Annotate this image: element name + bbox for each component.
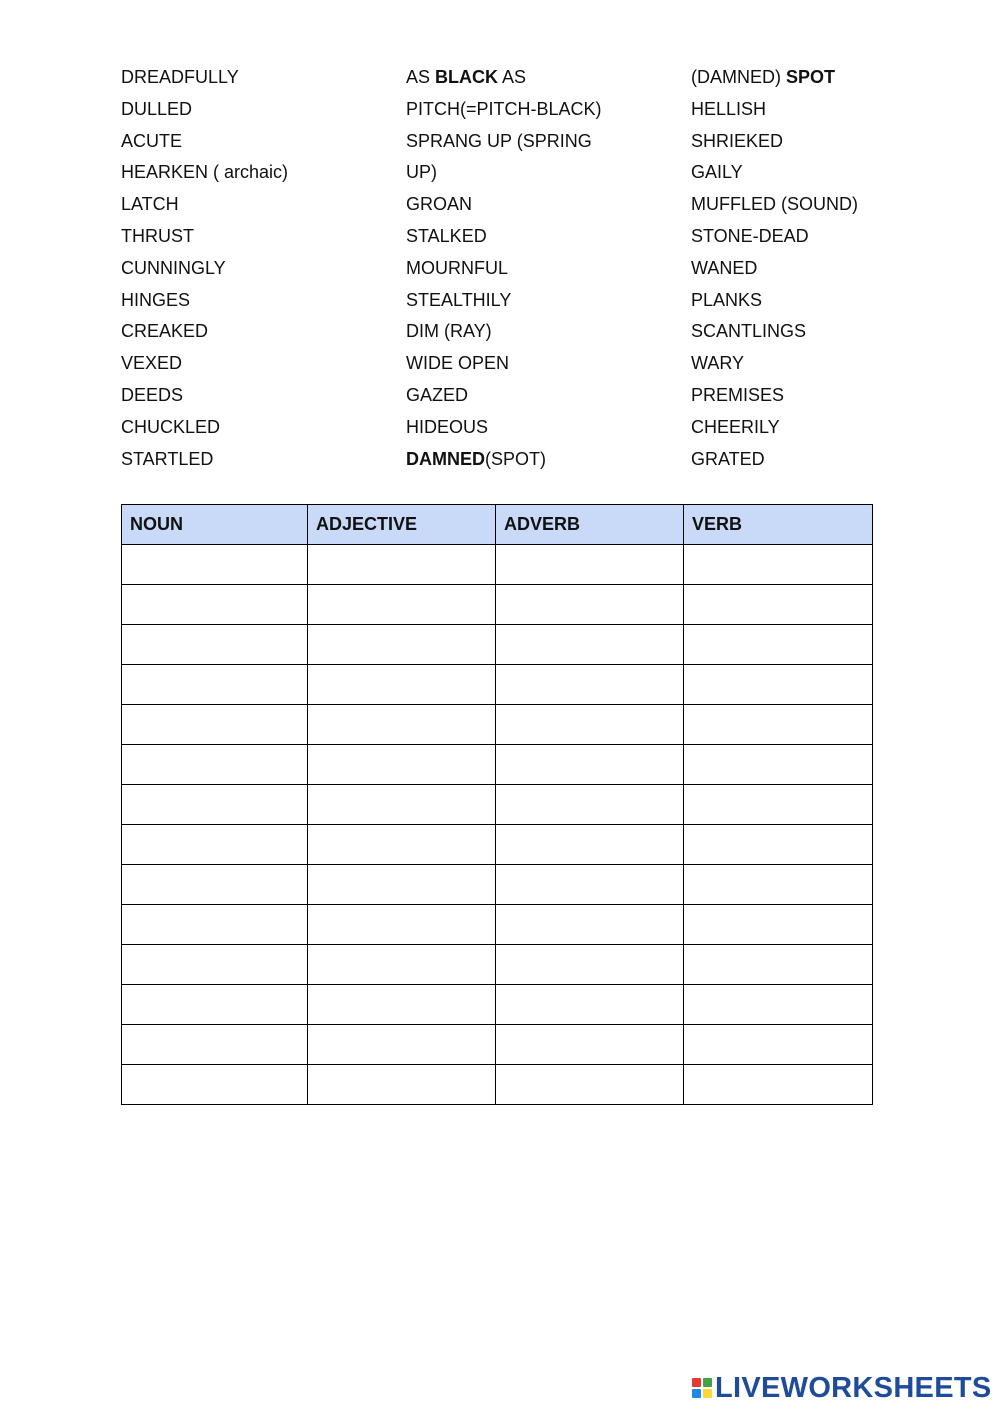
answer-cell[interactable]: [122, 665, 308, 705]
table-row: [122, 865, 873, 905]
answer-cell[interactable]: [308, 585, 496, 625]
word-text: STALKED: [406, 225, 487, 246]
answer-cell[interactable]: [684, 1025, 873, 1065]
vocabulary-word: [406, 128, 602, 160]
vocabulary-word: [121, 64, 288, 96]
word-text: WIDE OPEN: [406, 353, 510, 374]
word-text: AS: [406, 67, 436, 87]
answer-cell[interactable]: [308, 785, 496, 825]
table-body: [122, 545, 873, 1105]
word-text: HINGES: [121, 289, 191, 310]
word-text: (SPOT): [485, 448, 546, 469]
table-row: [122, 1025, 873, 1065]
vocabulary-word: [406, 255, 602, 287]
answer-cell[interactable]: [496, 745, 684, 785]
answer-cell[interactable]: [496, 665, 684, 705]
vocabulary-word: [691, 191, 858, 223]
vocabulary-word: [121, 414, 288, 446]
answer-cell[interactable]: [308, 745, 496, 785]
answer-cell[interactable]: [308, 865, 496, 905]
word-text: HELLISH: [691, 98, 767, 119]
word-emphasis: DAMNED: [406, 448, 485, 469]
vocabulary-word: [406, 96, 602, 128]
word-text: STONE-DEAD: [691, 225, 809, 246]
vocabulary-word: [691, 96, 858, 128]
vocabulary-word: [691, 287, 858, 319]
vocabulary-word: [121, 350, 288, 382]
answer-cell[interactable]: [684, 905, 873, 945]
logo-text: LIVEWORKSHEETS: [715, 1371, 992, 1404]
vocabulary-word: [406, 223, 602, 255]
vocabulary-word: [121, 223, 288, 255]
vocabulary-word: [121, 318, 288, 350]
word-text: GRATED: [691, 448, 765, 469]
word-sort-table: [121, 504, 873, 1105]
answer-cell[interactable]: [308, 905, 496, 945]
answer-cell[interactable]: [308, 705, 496, 745]
table-row: [122, 705, 873, 745]
answer-cell[interactable]: [496, 985, 684, 1025]
answer-cell[interactable]: [308, 665, 496, 705]
word-text: VEXED: [121, 353, 183, 374]
vocabulary-word: [121, 159, 288, 191]
table-row: [122, 585, 873, 625]
word-text: CHEERILY: [691, 416, 780, 437]
answer-cell[interactable]: [122, 1065, 308, 1105]
answer-cell[interactable]: [684, 665, 873, 705]
header-noun: NOUN: [122, 505, 308, 545]
vocabulary-word: [406, 446, 602, 478]
answer-cell[interactable]: [496, 945, 684, 985]
word-text: WARY: [691, 353, 745, 374]
header-adjective: ADJECTIVE: [308, 505, 496, 545]
answer-cell[interactable]: [496, 705, 684, 745]
table-row: [122, 905, 873, 945]
answer-cell[interactable]: [684, 705, 873, 745]
word-text: STARTLED: [121, 448, 214, 469]
answer-cell[interactable]: [122, 945, 308, 985]
word-text: THRUST: [121, 225, 194, 246]
answer-cell[interactable]: [122, 905, 308, 945]
answer-cell[interactable]: [308, 985, 496, 1025]
answer-cell[interactable]: [122, 1025, 308, 1065]
answer-cell[interactable]: [308, 1025, 496, 1065]
answer-cell[interactable]: [308, 545, 496, 585]
vocabulary-word: [121, 255, 288, 287]
table-row: [122, 665, 873, 705]
vocabulary-word: [406, 318, 602, 350]
word-text: UP): [406, 162, 437, 183]
word-text: LATCH: [121, 194, 179, 215]
vocabulary-word: [691, 414, 858, 446]
answer-cell[interactable]: [122, 785, 308, 825]
vocabulary-word: [406, 287, 602, 319]
word-text: STEALTHILY: [406, 289, 512, 310]
header-adverb: ADVERB: [496, 505, 684, 545]
answer-cell[interactable]: [684, 945, 873, 985]
vocabulary-word: [406, 350, 602, 382]
word-text: DREADFULLY: [121, 67, 239, 87]
table-row: [122, 545, 873, 585]
vocabulary-word: [121, 96, 288, 128]
answer-cell[interactable]: [308, 825, 496, 865]
vocabulary-word: [691, 64, 858, 96]
answer-cell[interactable]: [496, 585, 684, 625]
answer-cell[interactable]: [308, 945, 496, 985]
table-row: [122, 945, 873, 985]
word-column: [121, 64, 288, 477]
vocabulary-word: [691, 128, 858, 160]
answer-cell[interactable]: [684, 545, 873, 585]
table-row: [122, 985, 873, 1025]
word-text: DULLED: [121, 98, 193, 119]
vocabulary-word: [406, 64, 602, 96]
word-text: SCANTLINGS: [691, 321, 807, 342]
word-text: CHUCKLED: [121, 416, 221, 437]
table-header-row: [122, 505, 873, 545]
word-text: HIDEOUS: [406, 416, 489, 437]
answer-cell[interactable]: [496, 545, 684, 585]
liveworksheets-badge-icon: [692, 1378, 712, 1398]
vocabulary-word: [406, 191, 602, 223]
answer-cell[interactable]: [496, 1065, 684, 1105]
vocabulary-word: [406, 382, 602, 414]
answer-cell[interactable]: [496, 865, 684, 905]
vocabulary-word: [121, 191, 288, 223]
table-row: [122, 625, 873, 665]
word-text: GAZED: [406, 384, 469, 405]
answer-cell[interactable]: [122, 625, 308, 665]
word-column: [406, 64, 602, 477]
answer-cell[interactable]: [122, 745, 308, 785]
word-text: SPRANG UP (SPRING: [406, 130, 592, 151]
answer-cell[interactable]: [308, 625, 496, 665]
word-text: (DAMNED): [691, 67, 786, 87]
vocabulary-word: [691, 446, 858, 478]
word-text: DIM (RAY): [406, 321, 492, 342]
answer-cell[interactable]: [684, 985, 873, 1025]
table-row: [122, 745, 873, 785]
table-row: [122, 1065, 873, 1105]
answer-cell[interactable]: [122, 865, 308, 905]
word-emphasis: BLACK: [435, 67, 499, 87]
answer-cell[interactable]: [684, 585, 873, 625]
answer-cell[interactable]: [122, 545, 308, 585]
word-text: PLANKS: [691, 289, 763, 310]
answer-cell[interactable]: [496, 905, 684, 945]
vocabulary-word: [406, 414, 602, 446]
word-text: DEEDS: [121, 384, 184, 405]
table-row: [122, 785, 873, 825]
word-text: AS: [498, 67, 527, 87]
word-text: WANED: [691, 257, 758, 278]
vocabulary-word: [406, 159, 602, 191]
word-column: [691, 64, 858, 477]
answer-cell[interactable]: [684, 1065, 873, 1105]
word-text: PITCH(=PITCH-BLACK): [406, 98, 602, 119]
answer-cell[interactable]: [496, 825, 684, 865]
vocabulary-word: [121, 128, 288, 160]
header-verb: VERB: [684, 505, 873, 545]
word-text: SHRIEKED: [691, 130, 784, 151]
liveworksheets-logo: [692, 1372, 992, 1404]
answer-cell[interactable]: [122, 705, 308, 745]
answer-cell[interactable]: [684, 865, 873, 905]
vocabulary-word: [691, 350, 858, 382]
answer-cell[interactable]: [122, 985, 308, 1025]
vocabulary-word: [691, 223, 858, 255]
answer-cell[interactable]: [496, 785, 684, 825]
vocabulary-word: [691, 159, 858, 191]
word-text: HEARKEN ( archaic): [121, 162, 289, 183]
table-row: [122, 825, 873, 865]
word-text: PREMISES: [691, 384, 785, 405]
vocabulary-word: [691, 255, 858, 287]
word-text: CUNNINGLY: [121, 257, 226, 278]
answer-cell[interactable]: [684, 785, 873, 825]
answer-cell[interactable]: [496, 625, 684, 665]
vocabulary-word: [691, 318, 858, 350]
answer-cell[interactable]: [496, 1025, 684, 1065]
word-emphasis: SPOT: [786, 67, 836, 87]
vocabulary-word: [121, 382, 288, 414]
answer-cell[interactable]: [684, 625, 873, 665]
word-text: CREAKED: [121, 321, 209, 342]
word-text: MUFFLED (SOUND): [691, 194, 858, 215]
word-text: GAILY: [691, 162, 743, 183]
word-text: MOURNFUL: [406, 257, 508, 278]
vocabulary-word: [121, 287, 288, 319]
word-text: ACUTE: [121, 130, 183, 151]
answer-cell[interactable]: [684, 825, 873, 865]
vocabulary-word: [691, 382, 858, 414]
word-text: GROAN: [406, 194, 473, 215]
answer-cell[interactable]: [308, 1065, 496, 1105]
vocabulary-word: [121, 446, 288, 478]
answer-cell[interactable]: [684, 745, 873, 785]
answer-cell[interactable]: [122, 825, 308, 865]
answer-cell[interactable]: [122, 585, 308, 625]
